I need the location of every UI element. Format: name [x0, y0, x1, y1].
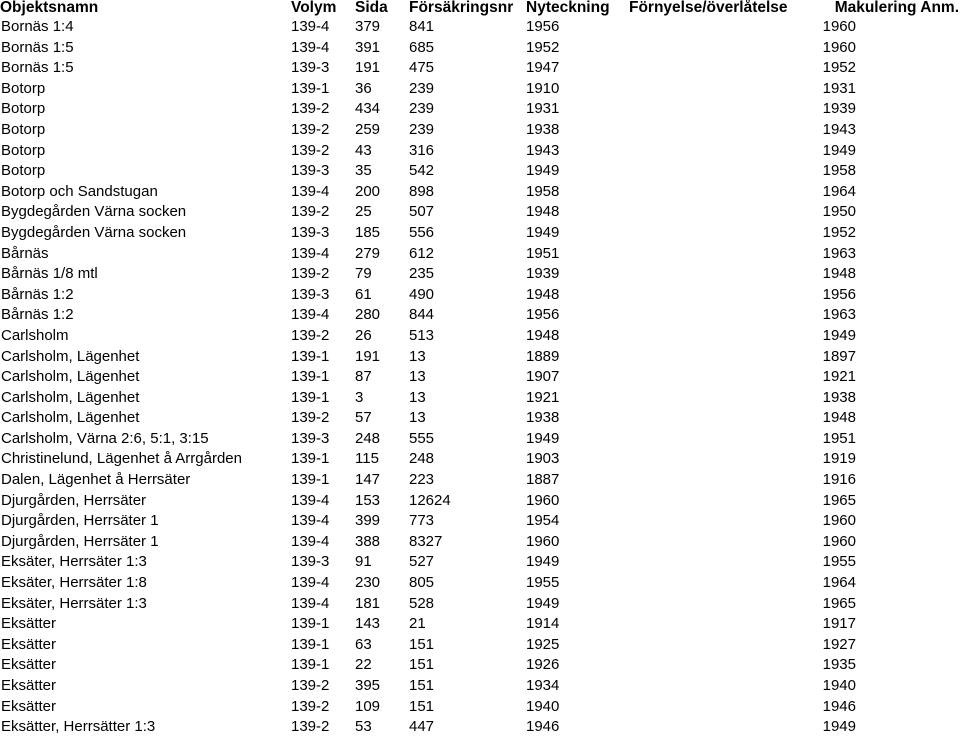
cell-forsakringsnr: 490 — [409, 285, 435, 303]
cell-nyteckning: 1938 — [526, 120, 560, 138]
cell-sida: 63 — [355, 635, 372, 653]
cell-volym: 139-1 — [291, 347, 330, 365]
header-row — [0, 0, 960, 17]
cell-nyteckning: 1954 — [526, 512, 560, 530]
cell-nyteckning: 1887 — [526, 471, 560, 489]
cell-volym: 139-4 — [291, 574, 330, 592]
cell-volym: 139-2 — [291, 120, 330, 138]
cell-fornyelse — [629, 38, 807, 59]
cell-forsakringsnr: 235 — [409, 265, 435, 283]
cell-nyteckning: 1956 — [526, 18, 560, 35]
cell-objektsnamn: Bygdegården Värna socken — [1, 223, 187, 241]
cell-objektsnamn: Eksäter, Herrsäter 1:3 — [1, 594, 147, 612]
cell-volym: 139-1 — [291, 388, 330, 406]
cell-volym: 139-2 — [291, 141, 330, 159]
cell-fornyelse — [629, 79, 807, 100]
cell-forsakringsnr: 447 — [409, 718, 435, 736]
cell-objektsnamn: Botorp — [1, 79, 46, 97]
cell-objektsnamn: Bornäs 1:5 — [1, 59, 74, 77]
cell-fornyelse — [629, 532, 807, 553]
cell-volym: 139-4 — [291, 244, 330, 262]
cell-volym: 139-3 — [291, 553, 330, 571]
table-row — [0, 449, 960, 470]
cell-makulering: 1965 — [822, 594, 856, 612]
cell-objektsnamn: Carlsholm, Lägenhet — [1, 388, 140, 406]
cell-objektsnamn: Eksätter — [1, 656, 57, 674]
cell-sida: 395 — [355, 677, 381, 694]
cell-sida: 379 — [355, 18, 381, 35]
cell-makulering: 1931 — [822, 79, 856, 97]
cell-fornyelse — [629, 449, 807, 470]
cell-objektsnamn: Bårnäs 1:2 — [1, 306, 74, 324]
cell-nyteckning: 1943 — [526, 141, 560, 159]
cell-makulering: 1927 — [822, 635, 856, 653]
cell-volym: 139-2 — [291, 718, 330, 736]
table-row — [0, 79, 960, 100]
cell-nyteckning: 1946 — [526, 718, 560, 736]
table-row — [0, 182, 960, 203]
cell-nyteckning: 1907 — [526, 368, 560, 386]
table-row — [0, 99, 960, 120]
cell-makulering: 1960 — [822, 512, 856, 530]
cell-makulering: 1965 — [822, 491, 856, 509]
header-fornyelse: Förnyelse/överlåtelse — [629, 0, 788, 16]
cell-sida: 26 — [355, 326, 372, 344]
cell-forsakringsnr: 151 — [409, 656, 435, 674]
cell-sida: 388 — [355, 532, 381, 550]
table-row — [0, 202, 960, 223]
cell-volym: 139-2 — [291, 677, 330, 694]
cell-fornyelse — [629, 655, 807, 676]
cell-fornyelse — [629, 491, 807, 512]
cell-volym: 139-1 — [291, 79, 330, 97]
cell-volym: 139-4 — [291, 306, 330, 324]
table-row — [0, 58, 960, 79]
cell-volym: 139-2 — [291, 203, 330, 221]
cell-nyteckning: 1931 — [526, 100, 560, 118]
cell-fornyelse — [629, 347, 807, 368]
cell-nyteckning: 1938 — [526, 409, 560, 427]
cell-makulering: 1952 — [822, 59, 856, 77]
table-row — [0, 635, 960, 656]
cell-nyteckning: 1956 — [526, 306, 560, 324]
cell-makulering: 1960 — [822, 18, 856, 35]
cell-forsakringsnr: 248 — [409, 450, 435, 468]
cell-volym: 139-2 — [291, 326, 330, 344]
table-row — [0, 161, 960, 182]
cell-nyteckning: 1948 — [526, 326, 560, 344]
table-row — [0, 347, 960, 368]
cell-objektsnamn: Carlsholm, Lägenhet — [1, 368, 140, 386]
cell-fornyelse — [629, 573, 807, 594]
cell-objektsnamn: Eksätter, Herrsätter 1:3 — [1, 718, 156, 736]
cell-makulering: 1939 — [822, 100, 856, 118]
cell-volym: 139-2 — [291, 265, 330, 283]
cell-volym: 139-1 — [291, 635, 330, 653]
cell-fornyelse — [629, 202, 807, 223]
cell-volym: 139-3 — [291, 162, 330, 180]
cell-sida: 109 — [355, 697, 381, 715]
cell-fornyelse — [629, 717, 807, 738]
cell-makulering: 1952 — [822, 223, 856, 241]
cell-forsakringsnr: 239 — [409, 79, 435, 97]
cell-fornyelse — [629, 408, 807, 429]
cell-sida: 79 — [355, 265, 372, 283]
table-row — [0, 429, 960, 450]
table-row — [0, 594, 960, 615]
cell-forsakringsnr: 685 — [409, 38, 435, 56]
cell-makulering: 1919 — [822, 450, 856, 468]
cell-objektsnamn: Eksätter — [1, 635, 57, 653]
cell-makulering: 1949 — [822, 718, 856, 736]
cell-fornyelse — [629, 223, 807, 244]
cell-makulering: 1921 — [822, 368, 856, 386]
cell-fornyelse — [629, 388, 807, 409]
cell-objektsnamn: Christinelund, Lägenhet å Arrgården — [1, 450, 242, 468]
cell-fornyelse — [629, 141, 807, 162]
cell-objektsnamn: Bårnäs 1:2 — [1, 285, 74, 303]
table-row — [0, 285, 960, 306]
cell-sida: 399 — [355, 512, 381, 530]
table-row — [0, 141, 960, 162]
cell-sida: 22 — [355, 656, 372, 674]
table-row — [0, 408, 960, 429]
cell-volym: 139-4 — [291, 182, 330, 200]
cell-volym: 139-2 — [291, 409, 330, 427]
cell-sida: 191 — [355, 347, 381, 365]
cell-fornyelse — [629, 470, 807, 491]
cell-forsakringsnr: 805 — [409, 574, 435, 592]
cell-nyteckning: 1940 — [526, 697, 560, 715]
cell-forsakringsnr: 612 — [409, 244, 435, 262]
cell-sida: 391 — [355, 38, 381, 56]
cell-makulering: 1955 — [822, 553, 856, 571]
cell-forsakringsnr: 513 — [409, 326, 435, 344]
cell-sida: 115 — [355, 450, 379, 468]
cell-nyteckning: 1952 — [526, 38, 560, 56]
cell-sida: 259 — [355, 120, 381, 138]
cell-makulering: 1943 — [822, 120, 856, 138]
cell-nyteckning: 1949 — [526, 162, 560, 180]
cell-forsakringsnr: 8327 — [409, 532, 443, 550]
cell-volym: 139-4 — [291, 532, 330, 550]
cell-objektsnamn: Eksäter, Herrsäter 1:8 — [1, 574, 147, 592]
table-header — [0, 0, 960, 17]
cell-makulering: 1963 — [822, 306, 856, 324]
cell-makulering: 1960 — [822, 532, 856, 550]
cell-fornyelse — [629, 285, 807, 306]
cell-volym: 139-1 — [291, 471, 330, 489]
cell-objektsnamn: Carlsholm, Lägenhet — [1, 347, 140, 365]
cell-nyteckning: 1925 — [526, 635, 560, 653]
cell-forsakringsnr: 542 — [409, 162, 435, 180]
cell-objektsnamn: Carlsholm — [1, 326, 69, 344]
cell-makulering: 1946 — [822, 697, 856, 715]
cell-objektsnamn: Eksätter — [1, 677, 57, 694]
table-row — [0, 532, 960, 553]
cell-sida: 230 — [355, 574, 381, 592]
cell-fornyelse — [629, 244, 807, 265]
table-row — [0, 264, 960, 285]
cell-forsakringsnr: 239 — [409, 120, 435, 138]
cell-makulering: 1958 — [822, 162, 856, 180]
table-row — [0, 326, 960, 347]
cell-sida: 147 — [355, 471, 381, 489]
cell-forsakringsnr: 13 — [409, 409, 426, 427]
cell-makulering: 1917 — [822, 615, 856, 633]
cell-fornyelse — [629, 594, 807, 615]
cell-makulering: 1950 — [822, 203, 856, 221]
cell-fornyelse — [629, 182, 807, 203]
cell-fornyelse — [629, 99, 807, 120]
cell-objektsnamn: Carlsholm, Lägenhet — [1, 409, 140, 427]
table-row — [0, 120, 960, 141]
cell-forsakringsnr: 555 — [409, 429, 435, 447]
cell-forsakringsnr: 21 — [409, 615, 426, 633]
cell-sida: 280 — [355, 306, 381, 324]
cell-makulering: 1964 — [822, 574, 856, 592]
cell-forsakringsnr: 151 — [409, 677, 435, 694]
cell-sida: 3 — [355, 388, 364, 406]
cell-forsakringsnr: 507 — [409, 203, 435, 221]
cell-sida: 181 — [355, 594, 381, 612]
cell-fornyelse — [629, 635, 807, 656]
cell-nyteckning: 1958 — [526, 182, 560, 200]
cell-forsakringsnr: 13 — [409, 368, 426, 386]
cell-fornyelse — [629, 120, 807, 141]
cell-nyteckning: 1948 — [526, 285, 560, 303]
cell-forsakringsnr: 151 — [409, 697, 435, 715]
table-row — [0, 38, 960, 59]
cell-sida: 153 — [355, 491, 381, 509]
cell-volym: 139-3 — [291, 223, 330, 241]
cell-fornyelse — [629, 161, 807, 182]
cell-makulering: 1948 — [822, 409, 856, 427]
table-row — [0, 305, 960, 326]
cell-nyteckning: 1949 — [526, 553, 560, 571]
header-forsakringsnr: Försäkringsnr — [409, 0, 514, 16]
cell-nyteckning: 1951 — [526, 244, 560, 262]
cell-forsakringsnr: 316 — [409, 141, 435, 159]
cell-forsakringsnr: 13 — [409, 347, 426, 365]
cell-fornyelse — [629, 264, 807, 285]
cell-nyteckning: 1903 — [526, 450, 560, 468]
cell-volym: 139-4 — [291, 18, 330, 35]
cell-fornyelse — [629, 17, 807, 38]
cell-sida: 91 — [355, 553, 372, 571]
cell-volym: 139-3 — [291, 59, 330, 77]
cell-nyteckning: 1889 — [526, 347, 560, 365]
cell-objektsnamn: Bornäs 1:4 — [1, 18, 74, 35]
cell-objektsnamn: Eksätter — [1, 615, 57, 633]
table-row — [0, 717, 960, 738]
cell-objektsnamn: Botorp — [1, 120, 46, 138]
cell-nyteckning: 1955 — [526, 574, 560, 592]
cell-sida: 36 — [355, 79, 372, 97]
cell-objektsnamn: Botorp och Sandstugan — [1, 182, 158, 200]
cell-forsakringsnr: 556 — [409, 223, 435, 241]
cell-objektsnamn: Botorp — [1, 141, 46, 159]
table-row — [0, 470, 960, 491]
cell-forsakringsnr: 844 — [409, 306, 435, 324]
cell-volym: 139-2 — [291, 697, 330, 715]
cell-volym: 139-4 — [291, 491, 330, 509]
cell-sida: 434 — [355, 100, 381, 118]
cell-volym: 139-2 — [291, 100, 330, 118]
cell-fornyelse — [629, 58, 807, 79]
cell-sida: 61 — [355, 285, 372, 303]
table-row — [0, 17, 960, 38]
cell-sida: 43 — [355, 141, 372, 159]
cell-volym: 139-3 — [291, 429, 330, 447]
header-anm: Anm. — [920, 0, 959, 16]
cell-makulering: 1963 — [822, 244, 856, 262]
cell-nyteckning: 1949 — [526, 223, 560, 241]
cell-volym: 139-4 — [291, 38, 330, 56]
cell-makulering: 1897 — [822, 347, 856, 365]
cell-sida: 200 — [355, 182, 381, 200]
cell-makulering: 1948 — [822, 265, 856, 283]
cell-forsakringsnr: 151 — [409, 635, 435, 653]
cell-sida: 191 — [355, 59, 381, 77]
cell-objektsnamn: Bårnäs 1/8 mtl — [1, 265, 98, 283]
cell-fornyelse — [629, 429, 807, 450]
cell-objektsnamn: Bornäs 1:5 — [1, 38, 74, 56]
cell-objektsnamn: Djurgården, Herrsäter 1 — [1, 532, 159, 550]
table-row — [0, 655, 960, 676]
cell-nyteckning: 1947 — [526, 59, 560, 77]
header-sida: Sida — [355, 0, 388, 16]
cell-objektsnamn: Eksätter — [1, 697, 57, 715]
table-row — [0, 491, 960, 512]
cell-objektsnamn: Botorp — [1, 162, 46, 180]
cell-forsakringsnr: 12624 — [409, 491, 451, 509]
cell-sida: 25 — [355, 203, 372, 221]
cell-forsakringsnr: 13 — [409, 388, 426, 406]
cell-sida: 57 — [355, 409, 372, 427]
cell-nyteckning: 1926 — [526, 656, 560, 674]
cell-nyteckning: 1949 — [526, 429, 560, 447]
cell-objektsnamn: Botorp — [1, 100, 46, 118]
cell-sida: 279 — [355, 244, 381, 262]
cell-makulering: 1949 — [822, 326, 856, 344]
cell-volym: 139-4 — [291, 512, 330, 530]
cell-nyteckning: 1914 — [526, 615, 560, 633]
cell-nyteckning: 1960 — [526, 532, 560, 550]
cell-nyteckning: 1960 — [526, 491, 560, 509]
cell-makulering: 1940 — [822, 677, 856, 694]
cell-volym: 139-1 — [291, 615, 330, 633]
cell-forsakringsnr: 475 — [409, 59, 435, 77]
cell-forsakringsnr: 527 — [409, 553, 435, 571]
table-row — [0, 511, 960, 532]
cell-volym: 139-1 — [291, 368, 330, 386]
cell-nyteckning: 1949 — [526, 594, 560, 612]
cell-makulering: 1964 — [822, 182, 856, 200]
cell-fornyelse — [629, 614, 807, 635]
cell-nyteckning: 1910 — [526, 79, 560, 97]
cell-objektsnamn: Carlsholm, Värna 2:6, 5:1, 3:15 — [1, 429, 209, 447]
table-row — [0, 676, 960, 697]
cell-nyteckning: 1921 — [526, 388, 560, 406]
cell-sida: 143 — [355, 615, 381, 633]
table-row — [0, 223, 960, 244]
cell-makulering: 1938 — [822, 388, 856, 406]
table-row — [0, 552, 960, 573]
table-row — [0, 388, 960, 409]
cell-sida: 185 — [355, 223, 381, 241]
cell-fornyelse — [629, 305, 807, 326]
cell-forsakringsnr: 223 — [409, 471, 435, 489]
cell-volym: 139-1 — [291, 450, 330, 468]
cell-nyteckning: 1939 — [526, 265, 560, 283]
table-row — [0, 573, 960, 594]
cell-makulering: 1951 — [822, 429, 856, 447]
header-makulering-anm — [807, 0, 960, 17]
cell-fornyelse — [629, 552, 807, 573]
cell-volym: 139-1 — [291, 656, 330, 674]
cell-fornyelse — [629, 367, 807, 388]
cell-forsakringsnr: 898 — [409, 182, 435, 200]
cell-sida: 87 — [355, 368, 372, 386]
cell-objektsnamn: Djurgården, Herrsäter 1 — [1, 512, 159, 530]
table-body — [0, 17, 960, 738]
table-row — [0, 367, 960, 388]
cell-objektsnamn: Bygdegården Värna socken — [1, 203, 187, 221]
cell-objektsnamn: Bårnäs — [1, 244, 49, 262]
table-row — [0, 614, 960, 635]
cell-fornyelse — [629, 511, 807, 532]
table-row — [0, 244, 960, 265]
cell-nyteckning: 1948 — [526, 203, 560, 221]
cell-forsakringsnr: 239 — [409, 100, 435, 118]
cell-objektsnamn: Dalen, Lägenhet å Herrsäter — [1, 471, 191, 489]
cell-forsakringsnr: 528 — [409, 594, 435, 612]
cell-makulering: 1916 — [822, 471, 856, 489]
header-nyteckning: Nyteckning — [526, 0, 610, 16]
cell-makulering: 1956 — [822, 285, 856, 303]
header-volym: Volym — [291, 0, 337, 16]
cell-objektsnamn: Djurgården, Herrsäter — [1, 491, 147, 509]
cell-nyteckning: 1934 — [526, 677, 560, 694]
table-row — [0, 697, 960, 718]
cell-forsakringsnr: 841 — [409, 18, 435, 35]
cell-makulering: 1949 — [822, 141, 856, 159]
cell-sida: 53 — [355, 718, 372, 736]
header-makulering: Makulering — [834, 0, 917, 16]
cell-volym: 139-3 — [291, 285, 330, 303]
cell-fornyelse — [629, 676, 807, 697]
cell-sida: 248 — [355, 429, 381, 447]
cell-fornyelse — [629, 326, 807, 347]
cell-makulering: 1935 — [822, 656, 856, 674]
header-objektsnamn: Objektsnamn — [0, 0, 99, 16]
cell-makulering: 1960 — [822, 38, 856, 56]
cell-volym: 139-4 — [291, 594, 330, 612]
cell-sida: 35 — [355, 162, 372, 180]
cell-fornyelse — [629, 697, 807, 718]
cell-forsakringsnr: 773 — [409, 512, 435, 530]
cell-objektsnamn: Eksäter, Herrsäter 1:3 — [1, 553, 147, 571]
